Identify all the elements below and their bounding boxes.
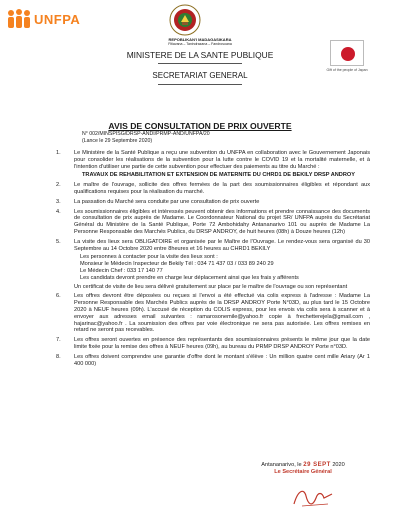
handwritten-signature-icon [288, 484, 338, 512]
notice-title: AVIS DE CONSULTATION DE PRIX OUVERTE [108, 121, 292, 131]
japan-flag-icon [330, 40, 364, 66]
unfpa-figures-icon [6, 9, 32, 29]
item-number: 3. [56, 198, 61, 205]
contacts-block [74, 254, 370, 281]
contacts-intro: Les personnes à contacter pour la visite des lieux sont : [80, 254, 218, 261]
secretariat-name: SECRETARIAT GENERAL [152, 71, 248, 80]
divider [158, 63, 242, 64]
japan-flag-disc [341, 47, 355, 61]
list-item [56, 150, 370, 179]
list-item [56, 353, 370, 368]
unfpa-logo-text: UNFPA [34, 11, 81, 27]
notice-reference: N° 002/MINSPISG/DRSP-ANDI/PRMP-AND/UNFPA/20 [82, 131, 210, 137]
item-text: La visite des lieux sera OBLIGATOIRE et organisée par le Maître de l'Ouvrage. Le rendez-vous sera organisé du 30 Septembre au 14 Octobre 2020 entre 8heures et 16 heures au CHRD1 BEKILY [74, 238, 370, 252]
list-item [56, 198, 370, 206]
item-number: 8. [56, 353, 61, 360]
item-number: 7. [56, 337, 61, 344]
travel-note: Les candidats devront prendre en charge leur déplacement ainsi que les frais y afférents [80, 274, 299, 281]
divider [158, 84, 242, 85]
letterhead [0, 0, 400, 95]
notice-reference-block [82, 131, 210, 145]
item-text: Le Ministère de la Santé Publique a reçu une subvention du UNFPA en collaboration avec le Gouvernement Japonais pour consolider les réalisations de la subvention pour la lutte contre le COVID 19 et la mortalité maternelle, et à l'intention d'utiliser une partie de cette subvention pour effectuer des paiements au titre du Marché : [74, 150, 370, 170]
item-number: 5. [56, 238, 61, 245]
certificate-note: Un certificat de visite de lieu sera délivré gratuitement sur place par le maître de l'ouvrage ou son représentant [74, 283, 348, 290]
notice-launch-date: (Lance le 29 Septembre 2020) [82, 138, 153, 144]
signature-year: 2020 [332, 462, 345, 468]
notice-body [56, 150, 370, 370]
item-number: 4. [56, 208, 61, 215]
list-item [56, 337, 370, 351]
madagascar-seal-icon [169, 4, 201, 36]
item-text: Les offres devront être déposées ou reçues si l'envoi a été effectué via colis express à l'adresse : Madame La Personne Responsable des Marchés Publics auprès de la DRSP ANDROY Porte N°03D, au plus tard le 15 Octobre 2020 à NEUF heures (09h). L'accusé de réception du COLIS express, pour les envois via colis sera à scanner et à envoyer aux adresses email suivantes : ramarosonemile@yahoo.fr copie à frechetterejela@gmail.com , hajarinac@yahoo.fr . La soumission des offres par voie électronique ne sera pas autorisée. Les offres remises en retard ne seront pas recevables. [74, 293, 370, 334]
japan-caption: Gift of the people of Japan [326, 68, 368, 72]
republic-motto: Fitiavana – Tanindrazana – Fandrosoana [168, 42, 232, 46]
signature-date-line [228, 462, 378, 469]
list-item [56, 293, 370, 334]
item-text: La passation du Marché sera conduite par une consultation de prix ouverte [74, 198, 260, 205]
item-text: Les offres seront ouvertes en présence des représentants des soumissionnaires présents le même jour que la date limite fixée pour la remise des offres à NEUF heures (09h), au bureau du PRMP DRSP ANDROY Porte n°03D. [74, 337, 370, 350]
contract-title: TRAVAUX DE REHABILITATION ET EXTENSION DE MATERNITE DU CHRD1 DE BEKILY DRSP ANDROY [82, 172, 355, 179]
contact-inspector: Monsieur le Médecin Inspecteur de Bekily Tél : 034 71 437 03 / 033 89 240 29 [80, 261, 274, 268]
item-number: 1. [56, 150, 61, 156]
list-item [56, 182, 370, 196]
contact-chief-doctor: Le Médecin Chef : 033 17 140 77 [80, 267, 163, 274]
unfpa-logo [6, 8, 124, 30]
republic-heading [118, 37, 282, 47]
signature-place: Antananarivo, le [261, 462, 302, 468]
signatory-title: Le Secrétaire Général [274, 469, 332, 475]
list-item [56, 238, 370, 291]
item-text: Les offres doivent comprendre une garantie d'offre dont le montant s'élève : Un million quatre cent mille Ariary (Ar 1 400 000) [74, 353, 370, 367]
item-number: 2. [56, 182, 61, 189]
ministry-name: MINISTERE DE LA SANTE PUBLIQUE [126, 50, 274, 60]
item-number: 6. [56, 293, 61, 300]
stamp-date: 29 SEPT [303, 462, 331, 468]
republic-name: REPOBLIKAN'I MADAGASIKARA [168, 37, 232, 42]
signature-block [228, 462, 378, 476]
item-text: Le maître de l'ouvrage, sollicite des offres fermées de la part des soumissionnaires éligibles et répondant aux qualifications requises pour la réalisation du marché. [74, 182, 370, 195]
list-item [56, 208, 370, 236]
item-text: Les soumissionnaires éligibles et intéressés peuvent obtenir des informations et prendre connaissance des documents de consultation de prix auprès de Madame. Le Coordonnateur National du projet SR/ UNFPA auprès du Secrétariat Général du Ministère de la Santé Publique, Porte 72 Ambohidahy Antananarivo 101 ou auprès de Madame La Personne Responsable des Marchés Publics, du DRSP ANDROY, de huit heures (08h) à Douze heures (12h) [74, 208, 370, 235]
